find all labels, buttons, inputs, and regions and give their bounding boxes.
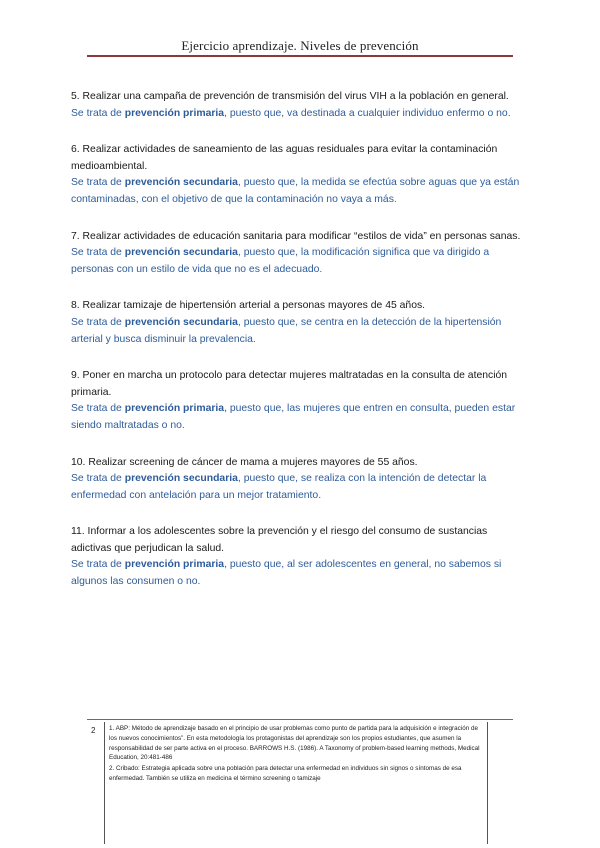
- document-header-title: Ejercicio aprendizaje. Niveles de prevención: [181, 38, 419, 53]
- footnote-1: 1. ABP: Método de aprendizaje basado en el principio de usar problemas como punto de partida para la adquisición e integración de los nuevos conocimientos”. En esta metodología los protagonistas del aprendizaje son los propios estudiantes, que asumen la responsabilidad de ser parte activa en el proceso. BARROWS H.S. (1986). A Taxonomy of problem-based learning methods, Medical Education, 20:481-486: [109, 725, 480, 762]
- exercise-item-8: [71, 298, 523, 348]
- exercise-item-9: [71, 368, 523, 434]
- footnotes: [104, 722, 488, 844]
- answer-text: [71, 557, 523, 590]
- exercise-item-7: [71, 229, 523, 279]
- question-text: 5. Realizar una campaña de prevención de transmisión del virus VIH a la población en general.: [71, 91, 509, 102]
- question-text: 10. Realizar screening de cáncer de mama a mujeres mayores de 55 años.: [71, 456, 418, 468]
- exercise-item-6: [71, 142, 523, 208]
- answer-prefix: Se trata de: [71, 107, 125, 119]
- answer-text: [71, 245, 523, 278]
- prevention-term: prevención primaria: [124, 107, 225, 119]
- prevention-term: prevención primaria: [124, 559, 225, 571]
- answer-rest: , puesto que, la medida se efectúa sobre aguas que ya están contaminadas, con el objetivo de que la contaminación no vaya a más.: [71, 177, 520, 205]
- header-divider: [87, 55, 513, 57]
- answer-prefix: Se trata de: [71, 559, 125, 571]
- answer-text: [71, 106, 523, 123]
- footnote-2: 2. Cribado: Estrategia aplicada sobre una población para detectar una enfermedad en individuos sin signos o síntomas de esa enfermedad. También se utiliza en medicina el término screening o tamizaje: [109, 765, 462, 782]
- answer-rest: , puesto que, las mujeres que entren en consulta, pueden estar siendo maltratadas o no.: [71, 403, 516, 431]
- exercise-list: [71, 89, 523, 611]
- answer-prefix: Se trata de: [71, 403, 125, 415]
- answer-prefix: Se trata de: [71, 316, 125, 328]
- exercise-item-11: [71, 524, 523, 590]
- answer-text: [71, 471, 523, 504]
- exercise-item-5: [71, 89, 523, 122]
- exercise-item-10: [71, 455, 523, 505]
- prevention-term: prevención secundaria: [124, 247, 238, 259]
- answer-text: [71, 401, 523, 434]
- prevention-term: prevención primaria: [124, 403, 225, 415]
- answer-rest: , puesto que, al ser adolescentes en general, no sabemos si algunos las consumen o no.: [71, 559, 502, 588]
- answer-prefix: Se trata de: [71, 473, 125, 485]
- question-text: 7. Realizar actividades de educación sanitaria para modificar “estilos de vida” en personas sanas.: [71, 230, 521, 242]
- prevention-term: prevención secundaria: [124, 473, 238, 485]
- question-text: 11. Informar a los adolescentes sobre la prevención y el riesgo del consumo de sustancias adictivas que perjudican la salud.: [71, 526, 488, 554]
- answer-prefix: Se trata de: [71, 247, 125, 259]
- page-number: 2: [91, 726, 96, 735]
- answer-text: [71, 315, 523, 348]
- question-text: 9. Poner en marcha un protocolo para detectar mujeres maltratadas en la consulta de atención primaria.: [71, 370, 508, 398]
- footer-divider: [87, 719, 513, 720]
- answer-rest: , puesto que, se realiza con la intención de detectar la enfermedad con antelación para un mejor tratamiento.: [71, 473, 487, 501]
- answer-prefix: Se trata de: [71, 177, 125, 189]
- answer-rest: , puesto que, la modificación significa que va dirigido a personas con un estilo de vida que no es el adecuado.: [71, 247, 490, 275]
- answer-text: [71, 175, 523, 208]
- prevention-term: prevención secundaria: [124, 177, 238, 189]
- prevention-term: prevención secundaria: [124, 316, 238, 328]
- answer-rest: , puesto que, va destinada a cualquier individuo enfermo o no.: [224, 107, 511, 119]
- question-text: 8. Realizar tamizaje de hipertensión arterial a personas mayores de 45 años.: [71, 300, 426, 312]
- answer-rest: , puesto que, se centra en la detección de la hipertensión arterial y busca disminuir la prevalencia.: [71, 316, 502, 345]
- question-text: 6. Realizar actividades de saneamiento de las aguas residuales para evitar la contaminación medioambiental.: [71, 144, 498, 172]
